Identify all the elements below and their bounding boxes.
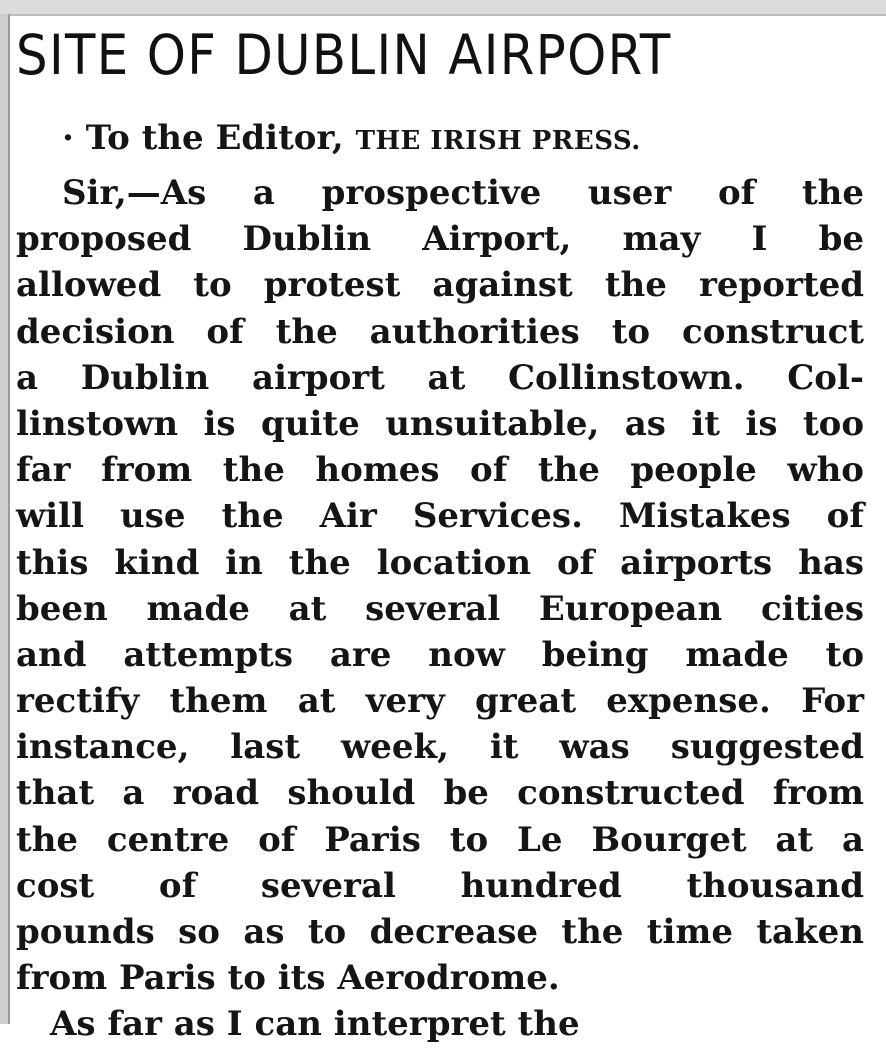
body-line: pounds so as to decrease the time taken <box>16 912 864 952</box>
body-line: from Paris to its Aerodrome. <box>16 958 560 999</box>
body-line: the centre of Paris to Le Bourget at a <box>16 819 864 860</box>
body-line: Sir,—As a prospective user of the <box>62 173 864 213</box>
letter-body <box>16 170 864 1045</box>
letter-article <box>16 16 864 1045</box>
body-line: instance, last week, it was suggested <box>16 727 864 768</box>
salutation-newspaper-name: THE IRISH PRESS. <box>355 126 641 156</box>
body-line: and attempts are now being made to <box>16 634 864 675</box>
body-line: this kind in the location of airports has <box>16 542 864 583</box>
column-rule <box>0 14 10 1024</box>
salutation-to-editor: To the Editor, <box>85 118 344 158</box>
body-line: far from the homes of the people who <box>16 450 864 491</box>
body-line-partial: As far as I can interpret the <box>50 1004 580 1045</box>
salutation-bullet: · <box>62 118 74 158</box>
article-headline: SITE OF DUBLIN AIRPORT <box>16 23 672 87</box>
body-line: rectify them at very great expense. For <box>16 681 864 722</box>
body-line: cost of several hundred thousand <box>16 865 864 906</box>
body-line: that a road should be constructed from <box>16 773 864 814</box>
body-line: proposed Dublin Airport, may I be <box>16 219 864 260</box>
salutation-line <box>16 112 864 167</box>
body-line: linstown is quite unsuitable, as it is too <box>16 403 864 444</box>
body-line: decision of the authorities to construct <box>16 311 864 352</box>
body-line: a Dublin airport at Collinstown. Col- <box>16 357 864 398</box>
scan-top-edge <box>0 0 886 16</box>
body-line: will use the Air Services. Mistakes of <box>16 496 864 537</box>
body-line: been made at several European cities <box>16 588 864 629</box>
body-line: allowed to protest against the reported <box>16 265 864 306</box>
